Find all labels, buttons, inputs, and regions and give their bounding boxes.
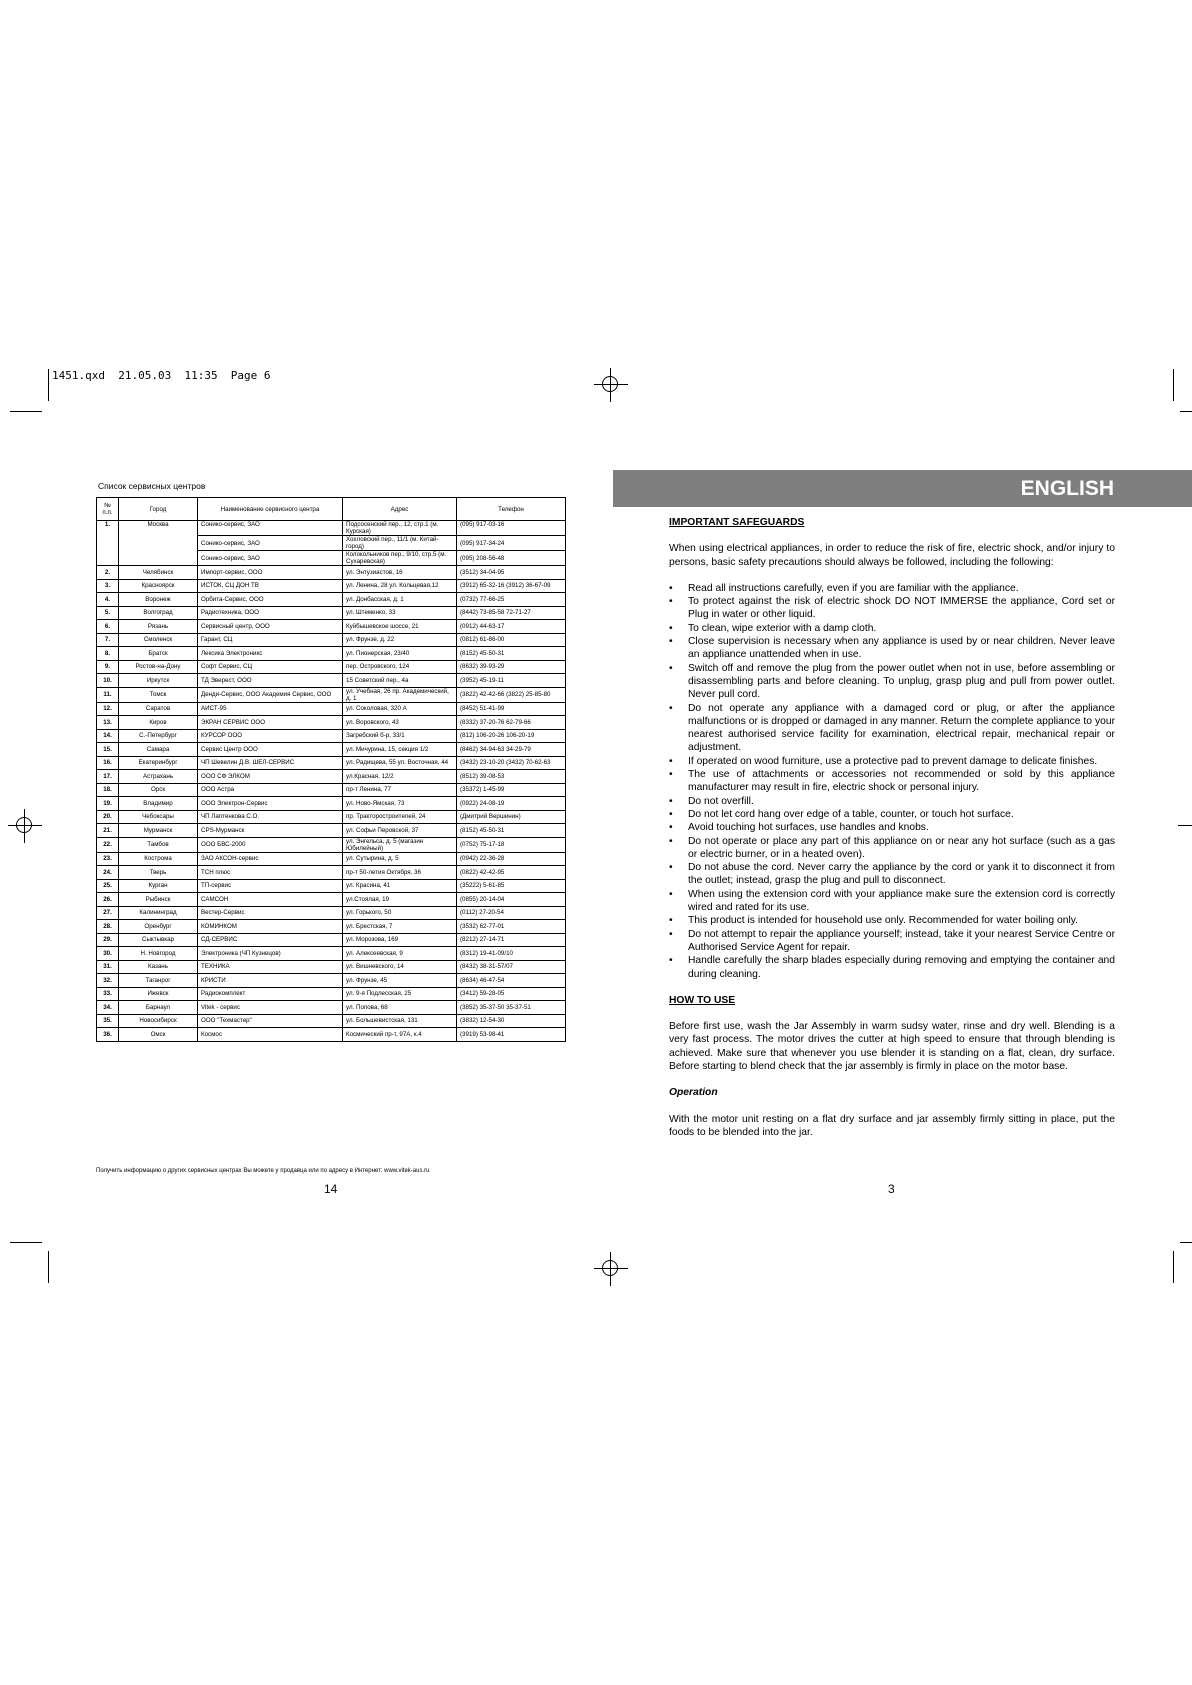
cell-name: ТЕХНИКА — [198, 960, 343, 974]
crop-mark — [1178, 825, 1192, 826]
cell-addr: ул. Брестская, 7 — [343, 920, 457, 934]
cell-addr: ул. Фрунзе, д. 22 — [343, 633, 457, 647]
cell-phone: (8634) 46-47-54 — [457, 974, 566, 988]
cell-addr: пр. Тракторостроителей, 24 — [343, 810, 457, 824]
cell-city: Мурманск — [119, 824, 198, 838]
cell-city: Братск — [119, 647, 198, 661]
cell-n: 36. — [97, 1028, 119, 1042]
cell-phone: (3412) 59-28-05 — [457, 987, 566, 1001]
cell-addr: ул. Донбасская, д. 1 — [343, 593, 457, 607]
cell-n: 27. — [97, 906, 119, 920]
cell-name: ЧП Лаптенкова С.О. — [198, 810, 343, 824]
column-header: Наименование сервисного центра — [198, 498, 343, 521]
column-header: Адрес — [343, 498, 457, 521]
table-header-row — [97, 498, 566, 521]
safeguards-intro: When using electrical appliances, in order to reduce the risk of fire, electric shock, and/or injury to persons, basic safety precautions should always be followed, including the following: — [669, 543, 1115, 568]
cell-phone: (8152) 45-50-31 — [457, 647, 566, 661]
cell-name: Вестер-Сервис — [198, 906, 343, 920]
cell-name: Электроника (ЧП Кузнецов) — [198, 947, 343, 961]
cell-name: СД-СЕРВИС — [198, 933, 343, 947]
cell-name: Лексика Электроникс — [198, 647, 343, 661]
cell-addr: Подсосенский пер., 12, стр.1 (м. Курская) — [343, 521, 457, 536]
cell-name: Сонико-сервис, ЗАО — [198, 536, 343, 551]
cell-name: САМСОН — [198, 893, 343, 907]
cell-addr: ул. 9-я Подлесская, 25 — [343, 987, 457, 1001]
cell-city: Новосибирск — [119, 1014, 198, 1028]
safeguard-item: • The use of attachments or accessories not recommended or sold by this appliance manufacturer may result in fire, electric shock or personal injury. — [669, 768, 1115, 795]
cell-name: Гарант, СЦ — [198, 633, 343, 647]
cell-name: ООО Электрон-Сервис — [198, 797, 343, 811]
cell-n: 2. — [97, 566, 119, 580]
cell-city: Ростов-на-Дону — [119, 660, 198, 674]
cell-phone: (095) 917-03-16 — [457, 521, 566, 536]
cell-name: CPS-Мурманск — [198, 824, 343, 838]
cell-name: АИСТ-95 — [198, 702, 343, 716]
cell-city: Омск — [119, 1028, 198, 1042]
cell-city: Н. Новгород — [119, 947, 198, 961]
cell-n: 21. — [97, 824, 119, 838]
cell-name: Vitek - сервис — [198, 1001, 343, 1015]
table-row — [97, 1001, 566, 1015]
safeguard-item: • Do not attempt to repair the appliance yourself; instead, take it your nearest Service Centre or Authorised Service Agent for repair. — [669, 928, 1115, 955]
cell-n: 13. — [97, 716, 119, 730]
table-row — [97, 1028, 566, 1042]
cell-name: Софт Сервис, СЦ — [198, 660, 343, 674]
table-row — [97, 579, 566, 593]
cell-phone: (8452) 51-41-99 — [457, 702, 566, 716]
table-row — [97, 687, 566, 702]
cell-city: Самара — [119, 743, 198, 757]
table-row — [97, 770, 566, 784]
table-row — [97, 866, 566, 880]
cell-n: 17. — [97, 770, 119, 784]
cell-n: 19. — [97, 797, 119, 811]
cell-city: Смоленск — [119, 633, 198, 647]
cell-city: Волгоград — [119, 606, 198, 620]
cell-addr: ул. Энгельса, д. 5 (магазин Юбилейный) — [343, 837, 457, 852]
cell-phone: (8332) 37-20-76 62-79-66 — [457, 716, 566, 730]
cell-name: Денди-Сервис, ООО Академия Сервис, ООО — [198, 687, 343, 702]
cell-addr: ул. Попова, 68 — [343, 1001, 457, 1015]
cell-addr: Космический пр-т, 97А, к.4 — [343, 1028, 457, 1042]
service-centers-body — [97, 521, 566, 1042]
cell-phone: (3432) 23-10-20 (3432) 70-62-63 — [457, 756, 566, 770]
cell-addr: ул.Красная, 12/2 — [343, 770, 457, 784]
cell-addr: Колокольников пер., 9/10, стр.5 (м. Сухаревская) — [343, 551, 457, 566]
table-row — [97, 606, 566, 620]
registration-mark — [8, 809, 42, 843]
table-row — [97, 893, 566, 907]
crop-mark — [10, 411, 42, 412]
table-row — [97, 633, 566, 647]
cell-addr: пр-т Ленина, 77 — [343, 783, 457, 797]
cell-name: Орбита-Сервис, ООО — [198, 593, 343, 607]
cell-addr: ул. Красина, 41 — [343, 879, 457, 893]
registration-mark — [594, 1252, 628, 1286]
cell-name: ЧП Шевелин Д.В. ШЕЛ-СЕРВИС — [198, 756, 343, 770]
cell-city: Владимир — [119, 797, 198, 811]
cell-city: Сыктывкар — [119, 933, 198, 947]
safeguard-item: • Switch off and remove the plug from the power outlet when not in use, before assembling or disassembling parts and before cleaning. To unplug, grasp plug and pull from power outlet. Never pull cord. — [669, 662, 1115, 702]
cell-city: Тверь — [119, 866, 198, 880]
safeguard-item: • To protect against the risk of electric shock DO NOT IMMERSE the appliance, Cord set or Plug in water or other liquid. — [669, 595, 1115, 622]
cell-phone: (0912) 44-63-17 — [457, 620, 566, 634]
table-row — [97, 756, 566, 770]
cell-addr: ул. Воровского, 43 — [343, 716, 457, 730]
cell-addr: ул. Софьи Перовской, 37 — [343, 824, 457, 838]
cell-phone: (0732) 77-66-25 — [457, 593, 566, 607]
cell-city: С.-Петербург — [119, 729, 198, 743]
cell-n: 26. — [97, 893, 119, 907]
cell-city: Иркутск — [119, 674, 198, 688]
cell-phone: (8462) 34-94-63 34-29-79 — [457, 743, 566, 757]
cell-phone: (0942) 22-36-28 — [457, 852, 566, 866]
cell-city: Киров — [119, 716, 198, 730]
table-row — [97, 660, 566, 674]
cell-addr: Хохловский пер., 11/1 (м. Китай-город) — [343, 536, 457, 551]
cell-addr: ул. Пионерская, 23/40 — [343, 647, 457, 661]
cell-name: Сонико-сервис, ЗАО — [198, 521, 343, 536]
cell-phone: (3852) 35-37-50 35-37-51 — [457, 1001, 566, 1015]
cell-addr: ул. Мичурина, 15, секция 1/2 — [343, 743, 457, 757]
cell-name: ТСН плюс — [198, 866, 343, 880]
table-row — [97, 810, 566, 824]
cell-n: 9. — [97, 660, 119, 674]
operation-text: With the motor unit resting on a flat dry surface and jar assembly firmly sitting in place, put the foods to be blended into the jar. — [669, 1113, 1115, 1138]
cell-city: Рыбинск — [119, 893, 198, 907]
cell-phone: (3512) 34-04-95 — [457, 566, 566, 580]
cell-city: Орск — [119, 783, 198, 797]
cell-phone: (Дмитрий Вершинин) — [457, 810, 566, 824]
table-row — [97, 837, 566, 852]
cell-city: Челябинск — [119, 566, 198, 580]
table-row — [97, 743, 566, 757]
safeguard-item: • To clean, wipe exterior with a damp cloth. — [669, 622, 1115, 635]
right-page-number: 3 — [888, 1182, 895, 1196]
table-row — [97, 852, 566, 866]
cell-phone: (3952) 45-19-11 — [457, 674, 566, 688]
cell-addr: 15 Советский пер., 4а — [343, 674, 457, 688]
cell-phone: (0812) 61-86-00 — [457, 633, 566, 647]
cell-phone: (8512) 39-08-53 — [457, 770, 566, 784]
cell-phone: (8152) 45-50-31 — [457, 824, 566, 838]
table-row — [97, 879, 566, 893]
cell-phone: (095) 208-56-48 — [457, 551, 566, 566]
cell-city: Саратов — [119, 702, 198, 716]
cell-name: Сервис Центр ООО — [198, 743, 343, 757]
cell-n: 34. — [97, 1001, 119, 1015]
cell-phone: (35372) 1-45-99 — [457, 783, 566, 797]
cell-city: Ижевск — [119, 987, 198, 1001]
cell-n: 18. — [97, 783, 119, 797]
cell-addr: ул. Штеменко, 33 — [343, 606, 457, 620]
column-header: Телефон — [457, 498, 566, 521]
cell-city: Тамбов — [119, 837, 198, 852]
cell-addr: ул. Сутырина, д. 5 — [343, 852, 457, 866]
crop-mark — [1180, 411, 1192, 412]
safeguard-item: • Do not let cord hang over edge of a table, counter, or touch hot surface. — [669, 808, 1115, 821]
safeguard-item: • This product is intended for household use only. Recommended for water boiling only. — [669, 914, 1115, 927]
cell-n: 7. — [97, 633, 119, 647]
cell-city: Красноярск — [119, 579, 198, 593]
cell-name: ООО СФ ЭЛКОМ — [198, 770, 343, 784]
cell-addr: ул. Алексеевская, 9 — [343, 947, 457, 961]
table-row — [97, 593, 566, 607]
cell-name: КУРСОР ООО — [198, 729, 343, 743]
safeguards-list — [669, 582, 1115, 981]
cell-phone: (0822) 42-42-95 — [457, 866, 566, 880]
cell-n: 24. — [97, 866, 119, 880]
safeguard-item: • If operated on wood furniture, use a protective pad to prevent damage to delicate finishes. — [669, 755, 1115, 768]
cell-phone: (3832) 12-54-30 — [457, 1014, 566, 1028]
cell-addr: ул. Горького, 50 — [343, 906, 457, 920]
cell-n: 1. — [97, 521, 119, 566]
table-row — [97, 566, 566, 580]
table-row — [97, 974, 566, 988]
cell-phone: (3919) 53-98-41 — [457, 1028, 566, 1042]
cell-n: 30. — [97, 947, 119, 961]
cell-city: Казань — [119, 960, 198, 974]
cell-city: Воронеж — [119, 593, 198, 607]
cell-addr: ул. Фрунзе, 45 — [343, 974, 457, 988]
cell-n: 4. — [97, 593, 119, 607]
cell-city: Оренбург — [119, 920, 198, 934]
safeguard-item: • Handle carefully the sharp blades especially during removing and emptying the container and during cleaning. — [669, 954, 1115, 981]
cell-addr: ул. Морозова, 169 — [343, 933, 457, 947]
operation-heading: Operation — [669, 1087, 718, 1099]
english-instructions — [669, 516, 1115, 1139]
table-row — [97, 947, 566, 961]
crop-mark — [1173, 369, 1174, 401]
safeguard-item: • Do not operate any appliance with a damaged cord or plug, or after the appliance malfunctions or is dropped or damaged in any manner. Return the complete appliance to your nearest authorised service facility for examination, electrical repair, mechanical repair or adjustment. — [669, 702, 1115, 755]
service-list-title: Список сервисных центров — [98, 481, 206, 491]
footer-note: Получить информацию о других сервисных центрах Вы можете у продавца или по адресу в Интернет: www.vitek-aus.ru — [96, 1168, 430, 1174]
cell-city: Калининград — [119, 906, 198, 920]
cell-addr: ул.Стоялая, 19 — [343, 893, 457, 907]
cell-phone: (812) 106-20-26 106-20-19 — [457, 729, 566, 743]
table-row — [97, 824, 566, 838]
cell-phone: (095) 917-34-24 — [457, 536, 566, 551]
table-row — [97, 906, 566, 920]
cell-city: Екатеринбург — [119, 756, 198, 770]
cell-name: Сонико-сервис, ЗАО — [198, 551, 343, 566]
cell-n: 6. — [97, 620, 119, 634]
table-row — [97, 647, 566, 661]
cell-city: Барнаул — [119, 1001, 198, 1015]
cell-phone: (0752) 75-17-18 — [457, 837, 566, 852]
table-row — [97, 783, 566, 797]
cell-name: ИСТОК, СЦ ДОН ТВ — [198, 579, 343, 593]
cell-addr: ул. Ленина, 28 ул. Кольцевая,12 — [343, 579, 457, 593]
cell-n: 20. — [97, 810, 119, 824]
cell-city: Москва — [119, 521, 198, 566]
cell-n: 5. — [97, 606, 119, 620]
registration-mark — [594, 368, 628, 402]
table-row — [97, 716, 566, 730]
cell-phone: (8632) 39-93-29 — [457, 660, 566, 674]
cell-name: ТД Эверест, ООО — [198, 674, 343, 688]
table-row — [97, 521, 566, 536]
cell-addr: пер. Островского, 124 — [343, 660, 457, 674]
column-header: № п.п. — [97, 498, 119, 521]
cell-name: КРИСТИ — [198, 974, 343, 988]
cell-n: 35. — [97, 1014, 119, 1028]
cell-phone: (8432) 38-31-57/07 — [457, 960, 566, 974]
safeguard-item: • Read all instructions carefully, even if you are familiar with the appliance. — [669, 582, 1115, 595]
crop-mark — [48, 1251, 49, 1283]
cell-city: Томск — [119, 687, 198, 702]
table-row — [97, 920, 566, 934]
crop-mark — [10, 1242, 42, 1243]
crop-mark — [1180, 1242, 1192, 1243]
cell-addr: ул. Ново-Ямская, 73 — [343, 797, 457, 811]
safeguards-heading: IMPORTANT SAFEGUARDS — [669, 517, 805, 528]
safeguard-item: • Do not operate or place any part of this appliance on or near any hot surface (such as a gas or electric burner, or in a heated oven). — [669, 835, 1115, 862]
cell-n: 25. — [97, 879, 119, 893]
cell-addr: ул. Энтузиастов, 16 — [343, 566, 457, 580]
cell-n: 10. — [97, 674, 119, 688]
cell-addr: ул. Учебная, 26 пр. Академический, д. 1 — [343, 687, 457, 702]
cell-name: ООО Астра — [198, 783, 343, 797]
cell-n: 14. — [97, 729, 119, 743]
safeguard-item: • Do not abuse the cord. Never carry the appliance by the cord or yank it to disconnect it from the outlet; instead, grasp the plug and pull to disconnect. — [669, 861, 1115, 888]
cell-name: ТП-сервис — [198, 879, 343, 893]
table-row — [97, 933, 566, 947]
cell-n: 12. — [97, 702, 119, 716]
table-row — [97, 797, 566, 811]
cell-addr: ул. Вишневского, 14 — [343, 960, 457, 974]
cell-n: 15. — [97, 743, 119, 757]
cell-phone: (3912) 65-32-16 (3912) 36-67-09 — [457, 579, 566, 593]
cell-name: Сервисный центр, ООО — [198, 620, 343, 634]
cell-n: 16. — [97, 756, 119, 770]
cell-addr: пр-т 50-летия Октября, 36 — [343, 866, 457, 880]
cell-name: Радиокомплект — [198, 987, 343, 1001]
cell-city: Кострома — [119, 852, 198, 866]
safeguard-item: • When using the extension cord with your appliance make sure the extension cord is correctly wired and rated for its use. — [669, 888, 1115, 915]
cell-n: 22. — [97, 837, 119, 852]
service-centers-table — [96, 497, 566, 1042]
cell-name: КОМИНКОМ — [198, 920, 343, 934]
cell-name: Космос — [198, 1028, 343, 1042]
table-row — [97, 1014, 566, 1028]
cell-addr: ул. Большевистская, 131 — [343, 1014, 457, 1028]
cell-city: Таганрог — [119, 974, 198, 988]
cell-city: Астрахань — [119, 770, 198, 784]
cell-n: 8. — [97, 647, 119, 661]
crop-mark — [1173, 1251, 1174, 1283]
cell-n: 11. — [97, 687, 119, 702]
cell-addr: Загребский б-р, 33/1 — [343, 729, 457, 743]
cell-phone: (3532) 62-77-01 — [457, 920, 566, 934]
table-row — [97, 674, 566, 688]
safeguard-item: • Close supervision is necessary when any appliance is used by or near children. Never leave an appliance unattended when in use. — [669, 635, 1115, 662]
table-row — [97, 729, 566, 743]
cell-phone: (8442) 73-85-58 72-71-27 — [457, 606, 566, 620]
cell-n: 31. — [97, 960, 119, 974]
cell-n: 32. — [97, 974, 119, 988]
cell-addr: ул. Радищева, 55 ул. Восточная, 44 — [343, 756, 457, 770]
cell-phone: (0855) 20-14-04 — [457, 893, 566, 907]
cell-phone: (8312) 19-41-09/10 — [457, 947, 566, 961]
left-page-number: 14 — [324, 1182, 338, 1196]
cell-addr: ул. Соколовая, 320 А — [343, 702, 457, 716]
crop-mark — [48, 369, 49, 401]
table-row — [97, 960, 566, 974]
cell-phone: (35222) 5-61-85 — [457, 879, 566, 893]
cell-phone: (8212) 27-14-71 — [457, 933, 566, 947]
cell-name: ЗАО АКСОН-сервис — [198, 852, 343, 866]
table-row — [97, 702, 566, 716]
cell-n: 3. — [97, 579, 119, 593]
cell-n: 28. — [97, 920, 119, 934]
cell-name: Импорт-сервис, ООО — [198, 566, 343, 580]
cell-name: ООО БВС-2000 — [198, 837, 343, 852]
cell-city: Чебоксары — [119, 810, 198, 824]
cell-n: 33. — [97, 987, 119, 1001]
cell-name: ООО "Техмастер" — [198, 1014, 343, 1028]
cell-addr: Куйбышевское шоссе, 21 — [343, 620, 457, 634]
cell-city: Рязань — [119, 620, 198, 634]
column-header: Город — [119, 498, 198, 521]
how-to-use-text: Before first use, wash the Jar Assembly in warm sudsy water, rinse and dry well. Blending is a very fast process. The motor drives the cutter at high speed to ensure that through blending is achieved. Make sure that whenever you use blender it is standing on a flat, clean, dry surface. Before starting to blend check that the jar assembly is firmly in place on the motor base. — [669, 1021, 1115, 1072]
table-row — [97, 987, 566, 1001]
cell-name: ЭКРАН СЕРВИС ООО — [198, 716, 343, 730]
cell-city: Курган — [119, 879, 198, 893]
language-banner: ENGLISH — [613, 470, 1192, 507]
print-slug: 1451.qxd 21.05.03 11:35 Page 6 — [52, 369, 271, 382]
how-to-use-heading: HOW TO USE — [669, 994, 736, 1006]
cell-name: Радиотехника, ООО — [198, 606, 343, 620]
cell-n: 29. — [97, 933, 119, 947]
table-row — [97, 620, 566, 634]
cell-phone: (0112) 27-20-54 — [457, 906, 566, 920]
cell-n: 23. — [97, 852, 119, 866]
safeguard-item: • Do not overfill. — [669, 795, 1115, 808]
cell-phone: (3822) 42-42-66 (3822) 25-85-80 — [457, 687, 566, 702]
safeguard-item: • Avoid touching hot surfaces, use handles and knobs. — [669, 821, 1115, 834]
cell-phone: (0922) 24-08-19 — [457, 797, 566, 811]
